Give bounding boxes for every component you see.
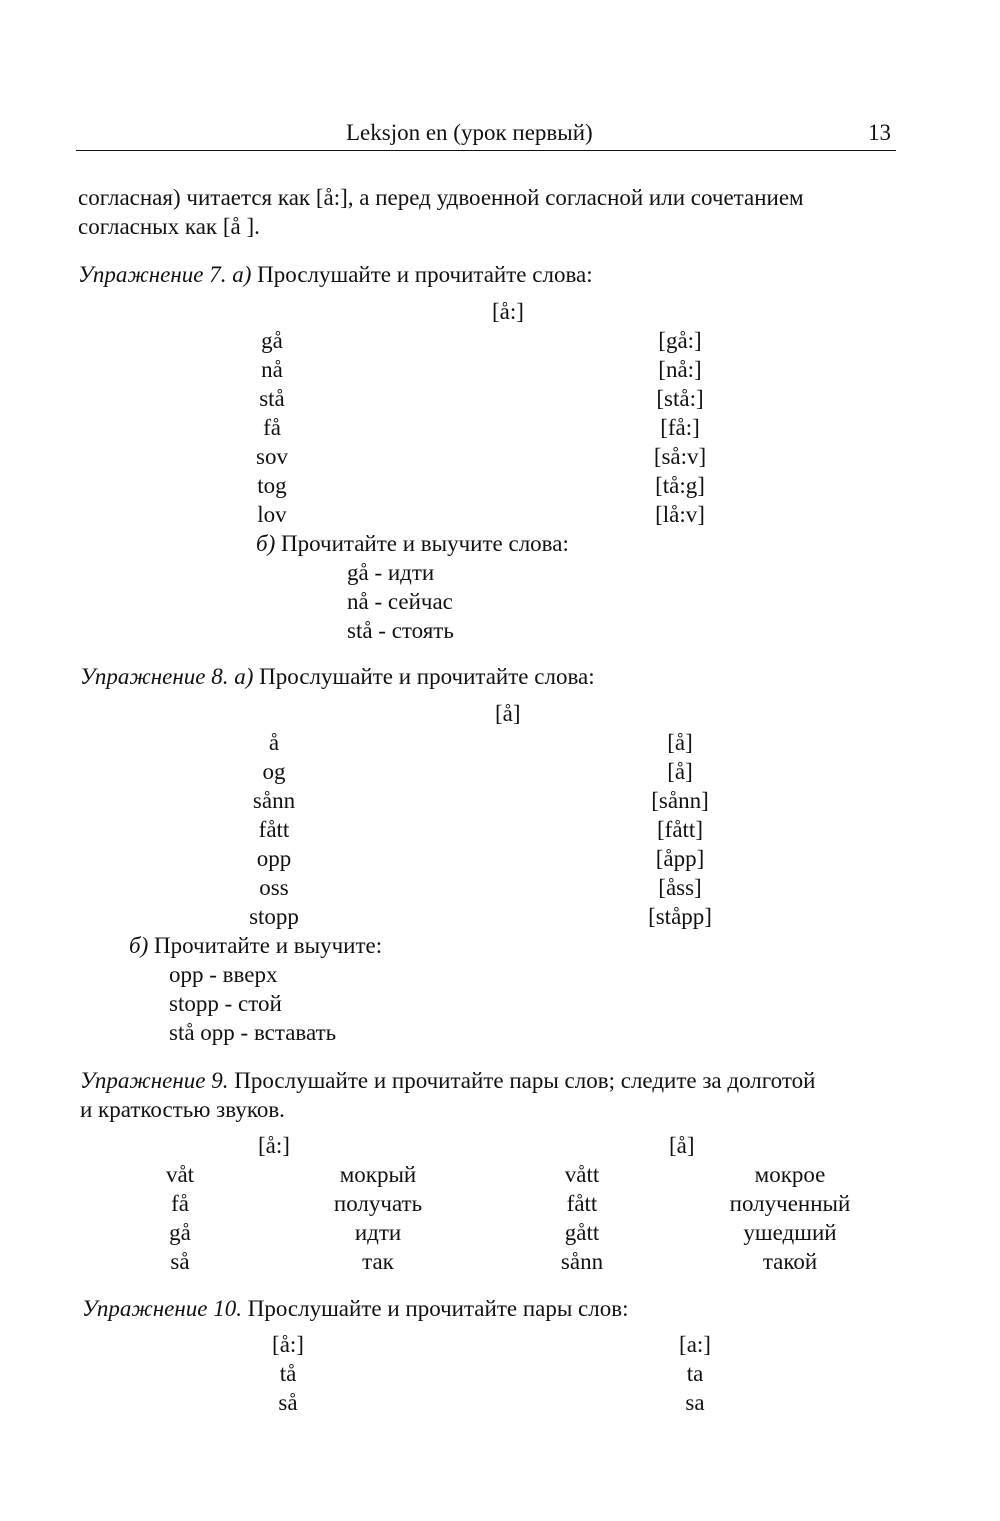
exercise-9-instruction-1: Прослушайте и прочитайте пары слов; следите за долготой	[234, 1068, 816, 1093]
list-item: получать	[333, 1191, 423, 1216]
exercise-8-part-a: а)	[234, 664, 254, 689]
list-item: stå	[259, 386, 285, 411]
list-item: [åpp]	[655, 846, 705, 871]
list-item: ушедший	[743, 1220, 837, 1245]
exercise-10-heading-right: [a:]	[679, 1332, 711, 1357]
exercise-8-instruction: Прослушайте и прочитайте слова:	[259, 664, 595, 689]
list-item: opp	[256, 846, 292, 871]
list-item: få	[263, 415, 281, 440]
exercise-7-title	[78, 260, 593, 289]
list-item: vått	[564, 1162, 600, 1187]
exercise-7-instruction: Прослушайте и прочитайте слова:	[257, 262, 593, 287]
list-item: sånn	[252, 788, 296, 813]
list-item: [tå:g]	[655, 473, 705, 498]
list-item: tog	[257, 473, 287, 498]
list-item: ta	[686, 1361, 704, 1386]
list-item: мокрый	[339, 1162, 417, 1187]
list-item: gå	[261, 328, 283, 353]
exercise-10-title	[82, 1294, 629, 1323]
list-item: так	[362, 1249, 394, 1274]
list-item: [å]	[667, 730, 693, 755]
exercise-9-short-meanings	[700, 1160, 880, 1276]
exercise-10-heading-left: [å:]	[272, 1332, 304, 1357]
exercise-7-part-b-text: Прочитайте и выучите слова:	[280, 531, 569, 556]
exercise-7-part-a: а)	[232, 262, 252, 287]
list-item: og	[262, 759, 286, 784]
exercise-8-part-b-text: Прочитайте и выучите:	[153, 933, 383, 958]
list-item: [fått]	[657, 817, 703, 842]
list-item: sov	[256, 444, 288, 469]
intro-line-2: согласных как [å ].	[78, 214, 260, 239]
list-item: такой	[762, 1249, 818, 1274]
exercise-7-vocab-3: stå - стоять	[347, 618, 454, 643]
list-item: fått	[258, 817, 290, 842]
exercise-7-label: Упражнение 7.	[78, 262, 227, 287]
list-item: å	[268, 730, 280, 755]
exercise-8-vocab-1: opp - вверх	[169, 962, 278, 987]
exercise-9-short-words	[532, 1160, 632, 1276]
exercise-8-vocab-3: stå opp - вставать	[169, 1020, 337, 1045]
running-header-title: Leksjon en (урок первый)	[346, 120, 593, 145]
list-item: [sånn]	[651, 788, 709, 813]
list-item: gått	[564, 1220, 600, 1245]
list-item: [stå:]	[656, 386, 704, 411]
exercise-7-part-b-label: б)	[256, 531, 276, 556]
exercise-9-heading-long: [å:]	[258, 1133, 290, 1158]
exercise-7-vocab-2: nå - сейчас	[347, 589, 453, 614]
list-item: tå	[279, 1361, 297, 1386]
list-item: så	[278, 1390, 298, 1415]
list-item: fått	[566, 1191, 598, 1216]
list-item: sånn	[560, 1249, 604, 1274]
exercise-7-part-b	[256, 529, 569, 558]
intro-line-1: согласная) читается как [å:], а перед удвоенной согласной или сочетанием	[78, 185, 804, 210]
exercise-9-long-words	[140, 1160, 220, 1276]
exercise-8-heading: [å]	[495, 701, 521, 726]
page-number: 13	[868, 120, 891, 145]
exercise-7-words	[232, 326, 312, 529]
exercise-10-left-column	[248, 1330, 328, 1417]
list-item: få	[171, 1191, 189, 1216]
list-item: идти	[354, 1220, 402, 1245]
list-item: [gå:]	[658, 328, 702, 353]
exercise-9-label: Упражнение 9.	[80, 1068, 229, 1093]
list-item: [åss]	[658, 875, 702, 900]
list-item: lov	[257, 502, 287, 527]
exercise-7-heading: [å:]	[492, 299, 524, 324]
exercise-8-part-b	[129, 931, 382, 960]
exercise-8-transcriptions	[625, 728, 735, 931]
exercise-10-instruction: Прослушайте и прочитайте пары слов:	[247, 1296, 629, 1321]
list-item: [å]	[667, 759, 693, 784]
exercise-7-transcriptions	[630, 326, 730, 529]
list-item: sa	[685, 1390, 705, 1415]
exercise-9-heading-short: [å]	[669, 1133, 695, 1158]
exercise-8-part-b-label: б)	[129, 933, 149, 958]
exercise-9-instruction-2: и краткостью звуков.	[80, 1097, 285, 1122]
header-rule	[76, 150, 896, 151]
exercise-8-label: Упражнение 8.	[80, 664, 229, 689]
list-item: [ståpp]	[648, 904, 712, 929]
exercise-8-vocab-2: stopp - стой	[169, 991, 282, 1016]
list-item: stopp	[249, 904, 299, 929]
exercise-7-vocab-1: gå - идти	[347, 560, 435, 585]
exercise-8-title	[80, 662, 595, 691]
list-item: [nå:]	[658, 357, 702, 382]
list-item: [lå:v]	[655, 502, 705, 527]
list-item: [få:]	[660, 415, 700, 440]
list-item: oss	[259, 875, 289, 900]
exercise-10-label: Упражнение 10.	[82, 1296, 242, 1321]
exercise-10-right-column	[655, 1330, 735, 1417]
list-item: gå	[169, 1220, 191, 1245]
exercise-9-long-meanings	[298, 1160, 458, 1276]
list-item: полученный	[729, 1191, 851, 1216]
list-item: мокрое	[754, 1162, 826, 1187]
exercise-9-title	[80, 1066, 815, 1095]
list-item: så	[170, 1249, 190, 1274]
exercise-8-words	[234, 728, 314, 931]
list-item: våt	[165, 1162, 195, 1187]
list-item: [så:v]	[653, 444, 707, 469]
list-item: nå	[261, 357, 283, 382]
